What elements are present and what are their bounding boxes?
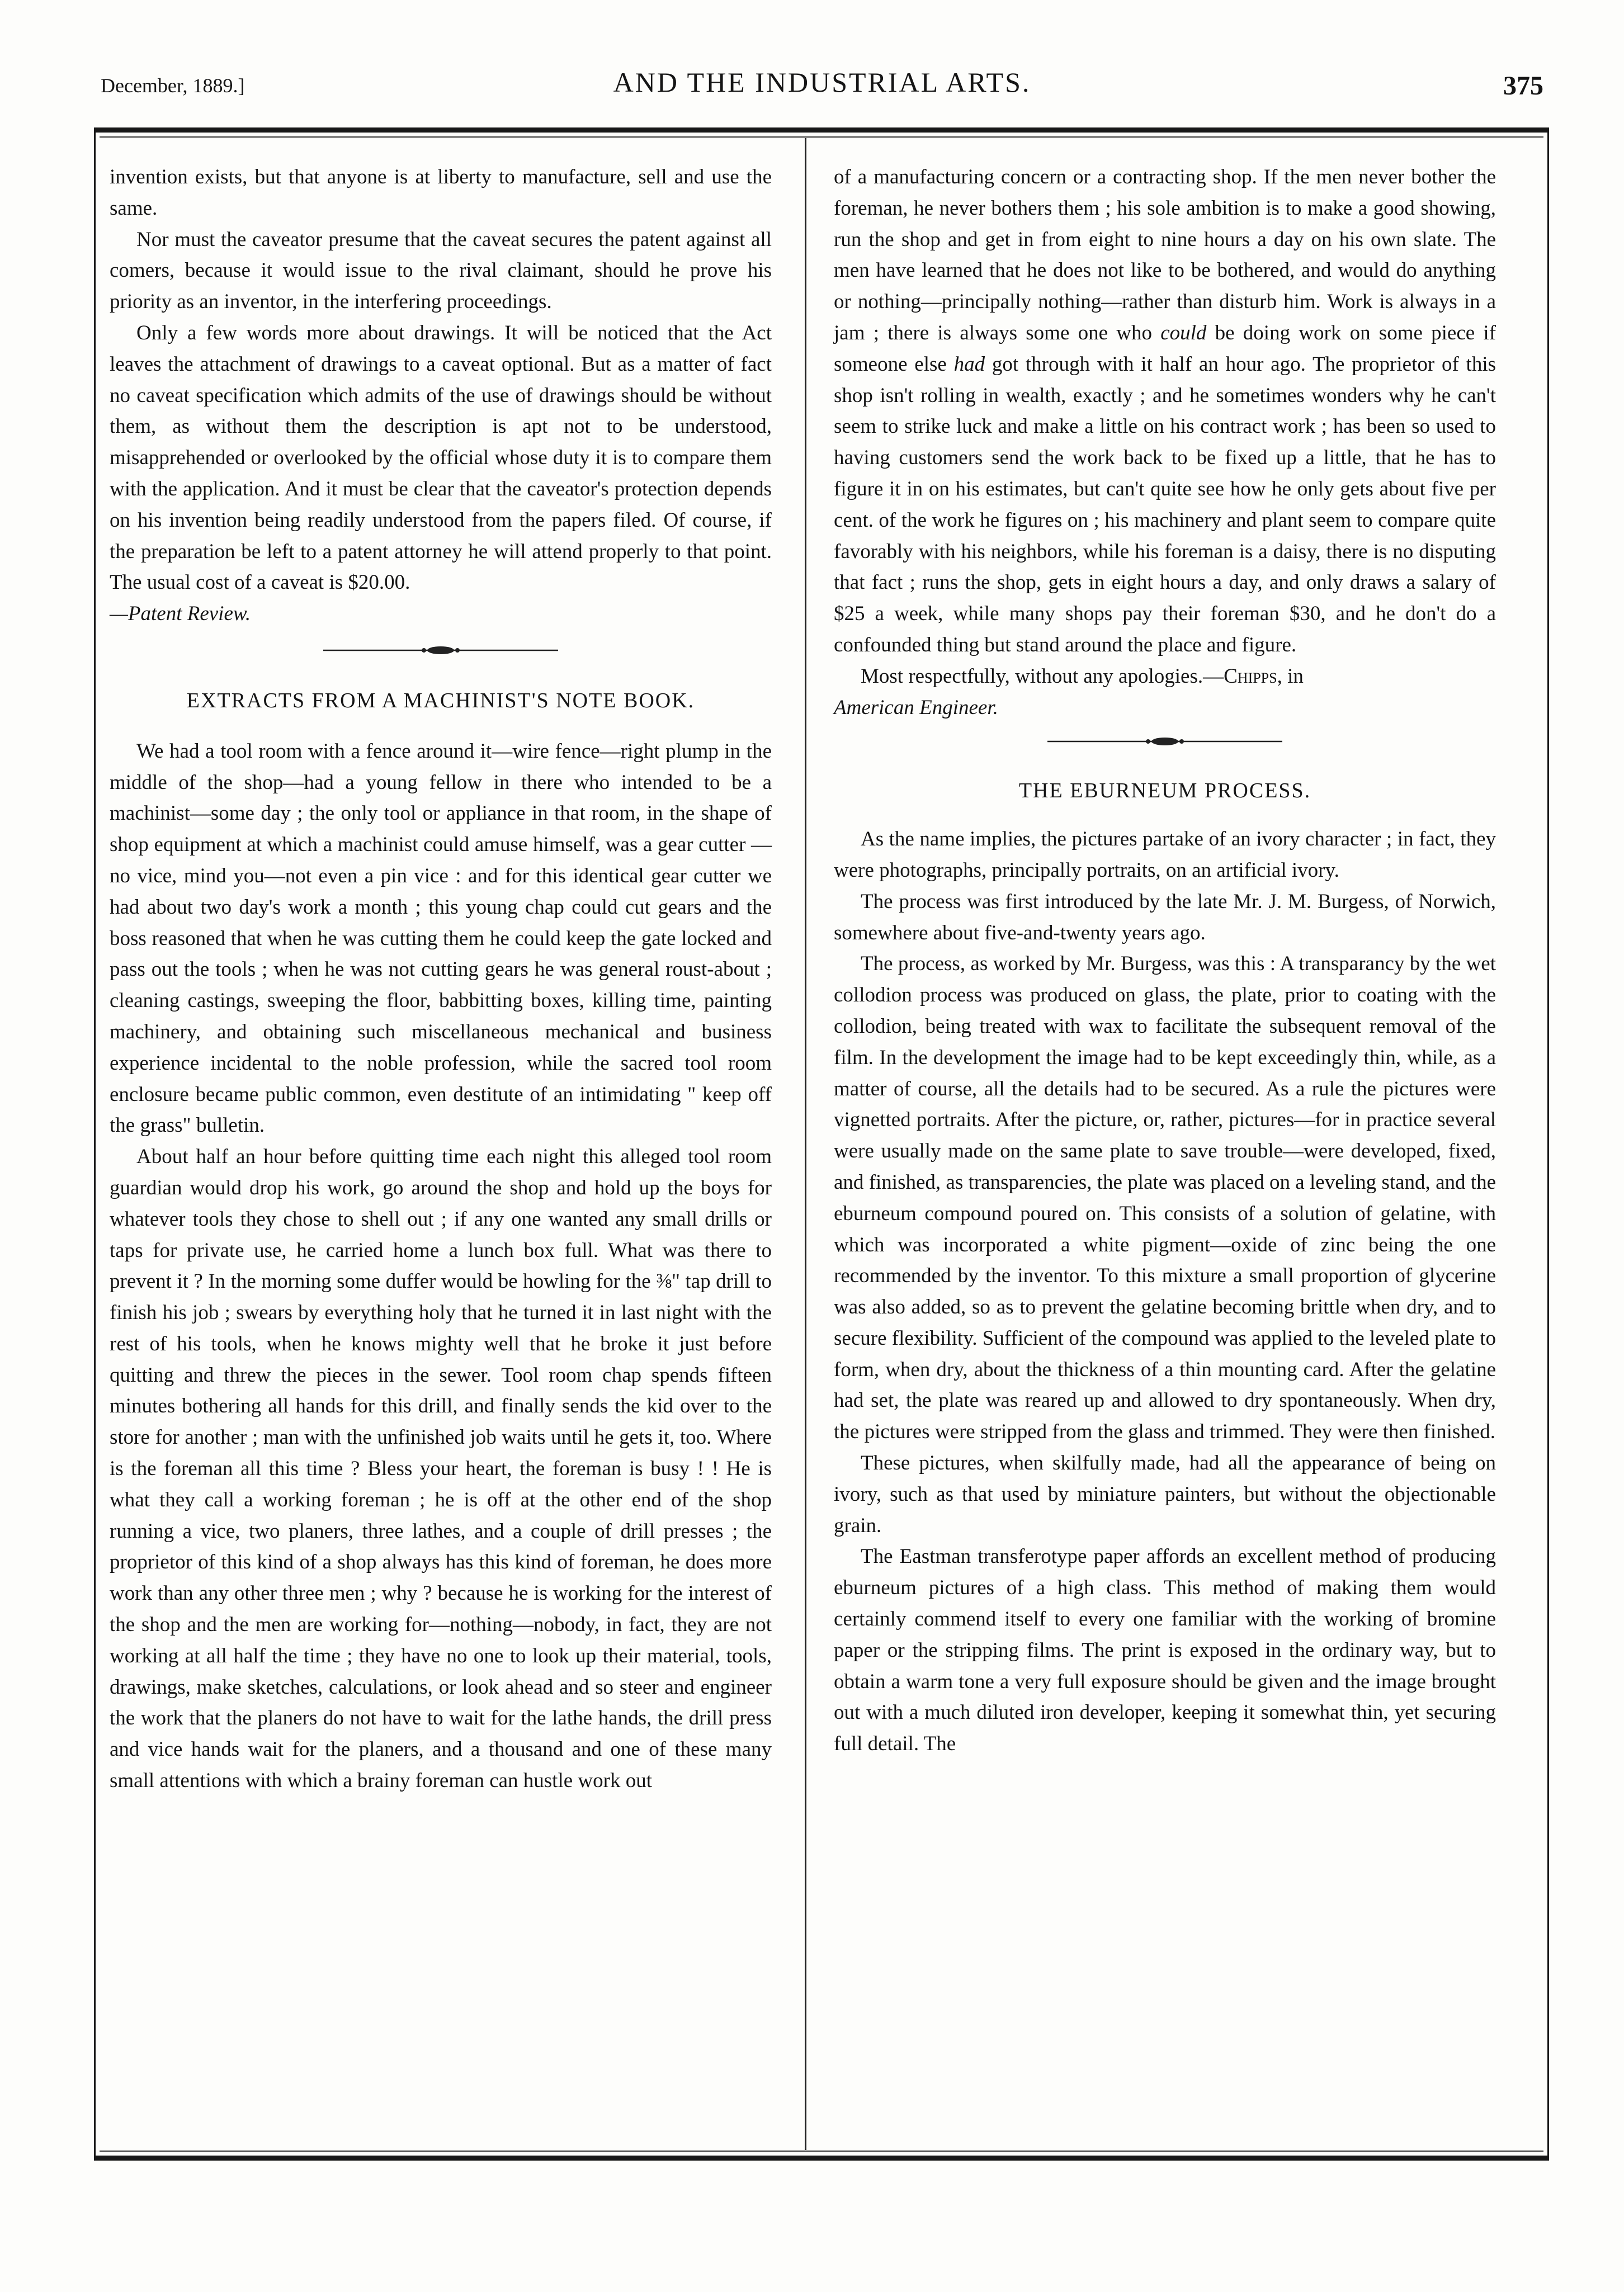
emphasis: could (1160, 321, 1207, 344)
paragraph (834, 661, 1496, 724)
paragraph-text: be doing work on some piece if someone else (834, 321, 1496, 376)
paragraph: invention exists, but that anyone is at liberty to manufacture, sell and use the same. (110, 166, 772, 220)
paragraph-text: , in (1277, 664, 1304, 688)
page-frame (94, 127, 1549, 2161)
paragraph: Nor must the caveator presume that the caveat secures the patent against all comers, because it would issue to the rival claimant, should he prove his priority as an inventor, in the interfering proceedings. (110, 228, 772, 314)
paragraph: About half an hour before quitting time each night this alleged tool room guardian would drop his work, go around the shop and hold up the boys for whatever tools they chose to shell out ; if any one wanted any small drills or taps for private use, he carried home a lunch box full. What was there to prevent it ? In the morning some duffer would be howling for the ⅜" tap drill to finish his job ; swears by everything holy that he turned it in last night with the rest of his tools, when he knows mighty well that he broke it just before quitting and threw the pieces in the sewer. Tool room chap spends fifteen minutes bothering all hands for this drill, and finally sends the kid over to the store for another ; man with the unfinished job waits until he gets it, too. Where is the foreman all this time ? Bless your heart, the foreman is busy ! ! He is what they call a working foreman ; he is off at the other end of the shop running a vice, two planers, three lathes, and a couple of drill presses ; the proprietor of this kind of a shop always has this kind of foreman, he does more work than any other three men ; why ? because he is working for the interest of the shop and the men are working for—nothing—nobody, in fact, they are not working at all half the time ; they have no one to look up their material, tools, drawings, make sketches, calculations, or look ahead and so steer and engineer the work that the planers do not have to wait for the lathe hands, the drill press and vice hands wait for the planers, and a thousand and one of these many small attentions with which a brainy foreman can hustle work out (110, 1145, 772, 1793)
article-heading: THE EBURNEUM PROCESS. (1018, 779, 1311, 803)
right-column (834, 162, 1496, 1760)
running-head (101, 66, 1543, 116)
source-credit: American Engineer. (834, 696, 998, 719)
paragraph: The process, as worked by Mr. Burgess, was this : A transparancy by the wet collodion process was produced on glass, the plate, prior to coating with the collodion, being treated with wax to facilitate the subsequent removal of the film. In the development the image had to be kept exceedingly thin, while, as a matter of course, all the details had to be secured. As a rule the pictures were vignetted portraits. After the picture, or, rather, pictures—for in practice several were usually made on the same plate to save trouble—were developed, fixed, and finished, as transparencies, the plate was placed on a leveling stand, and the eburneum compound poured on. This consists of a solution of gelatine, with which was incorporated a white pigment—oxide of zinc being the one recommended by the inventor. To this mixture a small proportion of glycerine was also added, so as to prevent the gelatine becoming brittle when dry, and to secure flexibility. Sufficient of the compound was applied to the leveled plate to form, when dry, about the thickness of a thin mounting card. After the gelatine had set, the plate was reared up and allowed to dry spontaneously. When dry, the pictures were stripped from the glass and trimmed. They were then finished. (834, 952, 1496, 1444)
paragraph (834, 162, 1496, 661)
source-credit: —Patent Review. (110, 602, 251, 626)
paragraph-text: Only a few words more about drawings. It will be noticed that the Act leaves the attachment of drawings to a caveat optional. But as a matter of fact no caveat specification which admits of the use of drawings should be without them, as without them the description is apt not to be understood, misapprehended or overlooked by the official whose duty it is to compare them with the application. And it must be clear that the caveator's protection depends on his invention being readily understood from the papers filed. Of course, if the preparation be left to a patent attorney he will attend properly to that point. The usual cost of a caveat is $20.00. (110, 321, 772, 594)
column-divider (805, 138, 806, 2150)
paragraph: These pictures, when skilfully made, had all the appearance of being on ivory, such as that used by miniature painters, but without the objectionable grain. (834, 1452, 1496, 1537)
issue-date: December, 1889.] (101, 74, 245, 97)
paragraph: The process was first introduced by the late Mr. J. M. Burgess, of Norwich, somewhere about five-and-twenty years ago. (834, 890, 1496, 944)
paragraph: As the name implies, the pictures partake of an ivory character ; in fact, they were photographs, principally portraits, on an artificial ivory. (834, 828, 1496, 882)
paragraph-text: of a manufacturing concern or a contracting shop. If the men never bother the foreman, he never bothers them ; his sole ambition is to make a good showing, run the shop and get in from eight to nine hours a day on his own slate. The men have learned that he does not like to be bothered, and would do anything or nothing—principally nothing—rather than disturb him. Work is always in a jam ; there is always some one who (834, 166, 1496, 344)
section-ornament (1047, 735, 1282, 748)
article-heading: EXTRACTS FROM A MACHINIST'S NOTE BOOK. (186, 688, 695, 712)
section-ornament (323, 644, 558, 656)
paragraph (110, 318, 772, 630)
paragraph: We had a tool room with a fence around it—wire fence—right plump in the middle of the shop—had a young fellow in there who intended to be a machinist—some day ; the only tool or appliance in that room, in the shape of shop equipment at which a machinist could amuse himself, was a gear cutter —no vice, mind you—not even a pin vice : and for this identical gear cutter we had about two day's work a month ; this young chap could cut gears and the boss reasoned that when he was cutting them he could keep the gate locked and pass out the tools ; when he was not cutting gears he was general roust-about ; cleaning castings, sweeping the floor, babbitting boxes, killing time, painting machinery, and obtaining such miscellaneous mechanical and business experience incidental to the noble profession, while the sacred tool room enclosure became public common, even destitute of an intimidating " keep off the grass" bulletin. (110, 739, 772, 1137)
paragraph: The Eastman transferotype paper affords an excellent method of producing eburneum pictures of a high class. This method of making them would certainly commend itself to every one familiar with the working of bromine paper or the stripping films. The print is exposed in the ordinary way, but to obtain a warm tone a very full exposure should be given and the image brought out with a much diluted iron developer, keeping it somewhat thin, yet securing full detail. The (834, 1545, 1496, 1756)
paragraph-text: Most respectfully, without any apologies.— (861, 664, 1224, 688)
author-name: Chipps (1224, 664, 1277, 688)
paragraph-text: got through with it half an hour ago. The proprietor of this shop isn't rolling in wealth, exactly ; and he sometimes wonders why he can't seem to strike luck and make a little on his contract work ; has been so used to having customers send the work back to be fixed up a little, that he has to figure it in on his estimates, but can't quite see how he only gets about five per cent. of the work he figures on ; his machinery and plant seem to compare quite favorably with his neighbors, while his foreman is a daisy, there is no disputing that fact ; runs the shop, gets in eight hours a day, and only draws a salary of $25 a week, while many shops pay their foreman $30, and he don't do a confounded thing but stand around the place and figure. (834, 352, 1496, 656)
journal-title: AND THE INDUSTRIAL ARTS. (613, 67, 1031, 98)
page-number: 375 (1503, 71, 1543, 101)
left-column (110, 162, 772, 1797)
emphasis: had (953, 352, 985, 376)
